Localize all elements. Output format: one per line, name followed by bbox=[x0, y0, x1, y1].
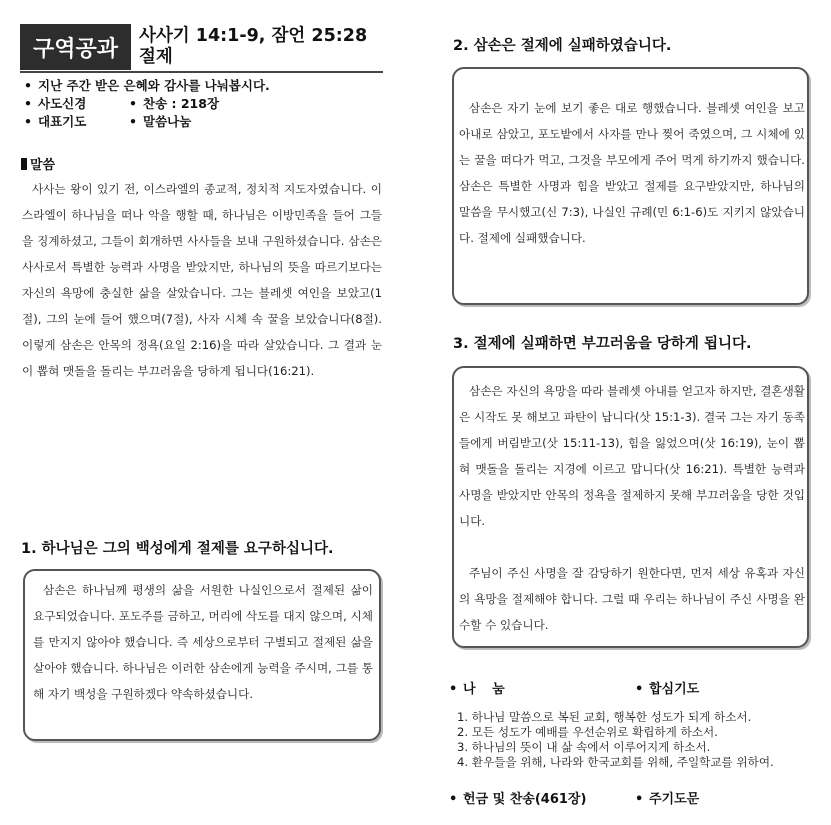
bullet-icon: • bbox=[635, 682, 644, 697]
prayer-item-3: 3. 하나님의 뜻이 내 삶 속에서 이루어지게 하소서. bbox=[457, 740, 711, 754]
order-line-hymn: • 찬송 : 218장 bbox=[129, 96, 220, 111]
bullet-icon: • bbox=[449, 682, 458, 697]
bullet-icon: • bbox=[24, 78, 32, 93]
bullet-icon: • bbox=[24, 96, 32, 111]
point-3-box bbox=[452, 366, 809, 648]
prayer-item-1: 1. 하나님 말씀으로 복된 교회, 행복한 성도가 되게 하소서. bbox=[457, 710, 752, 724]
lesson-badge: 구역공과 bbox=[20, 24, 131, 70]
lesson-title: 사사기 14:1-9, 잠언 25:28 절제 bbox=[139, 26, 368, 67]
section-marker-icon bbox=[21, 158, 27, 170]
offering-label: • 헌금 및 찬송(461장) bbox=[449, 792, 587, 807]
point-2-body: 삼손은 자기 눈에 보기 좋은 대로 행했습니다. 블레셋 여인을 보고 아내로 삼았고, 포도밭에서 사자를 만나 찢어 죽였으며, 그 시체에 있는 꿀을 떠다가 먹고, 그것을 부모에게 주어 먹게 하기까지 했습니다. 삼손은 특별한 사명과 힘을 받았고 절제를 요구받았지만, 하나님의 말씀을 무시했고(신 7:3), 나실인 규례(민 6:1-6)도 지키지 않았습니다. 절제에 실패했습니다. bbox=[459, 101, 805, 245]
joint-prayer-label: • 합심기도 bbox=[635, 682, 700, 697]
sharing-label: • 나 눔 bbox=[449, 682, 511, 697]
bullet-icon: • bbox=[449, 792, 458, 807]
lords-prayer-label: • 주기도문 bbox=[635, 792, 700, 807]
point-3-body: 삼손은 자신의 욕망을 따라 블레셋 아내를 얻고자 하지만, 결혼생활은 시작도 못 해보고 파탄이 납니다(삿 15:1-3). 결국 그는 자기 동족들에게 버림받고(삿 15:11-13), 힘을 잃었으며(삿 16:19), 눈이 뽑혀 맷돌을 돌리는 지경에 이르고 맙니다(삿 16:21). 특별한 능력과 사명을 받았지만 안목의 정욕을 절제하지 못해 부끄러움을 당한 것입니다. bbox=[459, 384, 805, 528]
bullet-icon: • bbox=[635, 792, 644, 807]
prayer-item-2: 2. 모든 성도가 예배를 우선순위로 확립하게 하소서. bbox=[457, 725, 718, 739]
point-3-body-2: 주님이 주신 사명을 잘 감당하기 원한다면, 먼저 세상 유혹과 자신의 욕망을 절제해야 합니다. 그럴 때 우리는 하나님이 주신 사명을 완수할 수 있습니다. bbox=[459, 566, 805, 632]
prayer-item-4: 4. 환우들을 위해, 나라와 한국교회를 위해, 주일학교를 위하여. bbox=[457, 755, 774, 769]
bullet-icon: • bbox=[129, 96, 137, 111]
point-1-body: 삼손은 하나님께 평생의 삶을 서원한 나실인으로서 절제된 삶이 요구되었습니다. 포도주를 금하고, 머리에 삭도를 대지 않으며, 시체를 만지지 않아야 했습니다. 즉 세상으로부터 구별되고 절제된 삶을 살아야 했습니다. 하나님은 이러한 삼손에게 능력을 주시며, 그를 통해 자기 백성을 구원하겠다 약속하셨습니다. bbox=[33, 583, 373, 701]
word-body: 사사는 왕이 있기 전, 이스라엘의 종교적, 정치적 지도자였습니다. 이스라엘이 하나님을 떠나 악을 행할 때, 하나님은 이방민족을 들어 그들을 징계하셨고, 그들이 회개하면 사사들을 보내 구원하셨습니다. 삼손은 사사로서 특별한 능력과 사명을 받았지만, 하나님의 뜻을 따르기보다는 자신의 욕망에 충실한 삶을 살았습니다. 그는 블레셋 여인을 보았고(1절), 그의 눈에 들어 했으며(7절), 사자 시체 속 꿀을 보았습니다(8절). 이렇게 삼손은 안목의 정욕(요일 2:16)을 따라 살았습니다. 그 결과 눈이 뽑혀 맷돌을 돌리는 부끄러움을 당하게 됩니다(16:21). bbox=[22, 182, 382, 378]
point-2-box bbox=[452, 67, 809, 305]
bullet-icon: • bbox=[24, 114, 32, 129]
order-line-prayer: • 대표기도 bbox=[24, 114, 87, 129]
order-line-creed: • 사도신경 bbox=[24, 96, 87, 111]
order-line-sharing: • 말씀나눔 bbox=[129, 114, 192, 129]
order-line-greeting: • 지난 주간 받은 은혜와 감사를 나눠봅시다. bbox=[24, 78, 270, 93]
point-1-heading: 1. 하나님은 그의 백성에게 절제를 요구하십니다. bbox=[21, 541, 334, 557]
point-2-heading: 2. 삼손은 절제에 실패하였습니다. bbox=[453, 38, 672, 54]
point-3-heading: 3. 절제에 실패하면 부끄러움을 당하게 됩니다. bbox=[453, 336, 752, 352]
point-1-box bbox=[23, 569, 381, 741]
title-divider bbox=[20, 71, 383, 73]
bullet-icon: • bbox=[129, 114, 137, 129]
word-heading: 말씀 bbox=[21, 154, 55, 173]
